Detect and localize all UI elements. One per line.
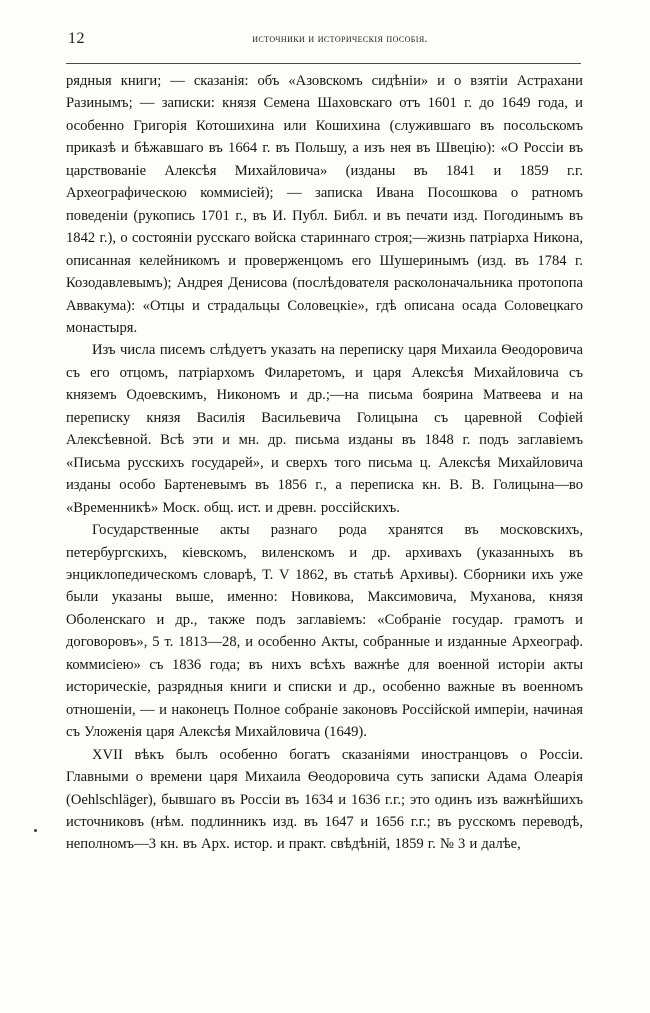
header-rule xyxy=(66,63,581,64)
page-number: 12 xyxy=(68,30,85,47)
paragraph-1: рядныя книги; — сказанія: объ «Азовскомъ сидѣніи» и о взятіи Астрахани Разинымъ; — записки: князя Семена Шаховскаго отъ 1601 г. до 1649 года, и особенно Григорія Котошихина или Кошихина (служившаго въ посольскомъ приказѣ и бѣжавшаго въ 1664 г. въ Польшу, а изъ нея въ Швецію): «О Россіи въ царствованіе Алексѣя Михайловича» (изданы въ 1841 и 1859 г.г. Археографическою коммисіей); — записка Ивана Посошкова о ратномъ поведеніи (рукопись 1701 г., въ И. Публ. Библ. и въ печати изд. Погодинымъ въ 1842 г.), о состояніи русскаго войска стариннаго строя;—жизнь патріарха Никона, описанная келейникомъ и проверженцомъ его Шушеринымъ (изд. въ 1784 г. Козодавлевымъ); Андрея Денисова (послѣдователя расколоначальника протопопа Аввакума): «Отцы и страдальцы Соловецкіе», гдѣ описана осада Соловецкаго монастыря. xyxy=(66,73,583,336)
running-head: источники и историческія пособія. xyxy=(252,33,428,45)
body-text xyxy=(66,70,583,856)
margin-speck xyxy=(34,829,37,832)
paragraph-3: Государственные акты разнаго рода хранятся въ московскихъ, петербургскихъ, кіевскомъ, виленскомъ и др. архивахъ (указанныхъ въ энциклопедическомъ словарѣ, Т. V 1862, въ статьѣ Архивы). Сборники ихъ уже были указаны выше, именно: Новикова, Максимовича, Муханова, князя Оболенскаго и др., также подъ заглавіемъ: «Собраніе государ. грамотъ и договоровъ», 5 т. 1813—28, и особенно Акты, собранные и изданные Археограф. коммисіею» съ 1836 года; въ нихъ всѣхъ важнѣе для военной исторіи акты историческіе, разрядныя книги и списки и др., особенно важные въ военномъ отношеніи, — и наконецъ Полное собраніе законовъ Россійской имперіи, начиная съ Уложенія царя Алексѣя Михайловича (1649). xyxy=(66,522,583,741)
paragraph-4: XVII вѣкъ былъ особенно богатъ сказаніями иностранцовъ о Россіи. Главными о времени царя Михаила Ѳеодоровича суть записки Адама Олеарія (Oehlschläger), бывшаго въ Россіи въ 1634 и 1636 г.г.; это одинъ изъ важнѣйшихъ источниковъ (нѣм. подлинникъ изд. въ 1647 и 1656 г.г.; въ русскомъ переводѣ, неполномъ—3 кн. въ Арх. истор. и практ. свѣдѣній, 1859 г. № 3 и далѣе, xyxy=(66,746,583,853)
page-header xyxy=(0,30,650,52)
paragraph-2: Изъ числа писемъ слѣдуетъ указать на переписку царя Михаила Ѳеодоровича съ его отцомъ, патріархомъ Филаретомъ, и царя Алексѣя Михайловича съ княземъ Одоевскимъ, Никономъ и др.;—на письма боярина Матвеева и на переписку князя Василія Васильевича Голицына съ царевной Софіей Алексѣевной. Всѣ эти и мн. др. письма изданы въ 1848 г. подъ заглавіемъ «Письма русскихъ государей», и сверхъ того письма ц. Алексѣя Михайловича изданы особо Бартеневымъ въ 1856 г., а переписка кн. В. В. Голицына—во «Временникѣ» Моск. общ. ист. и древн. россійскихъ. xyxy=(66,342,583,516)
